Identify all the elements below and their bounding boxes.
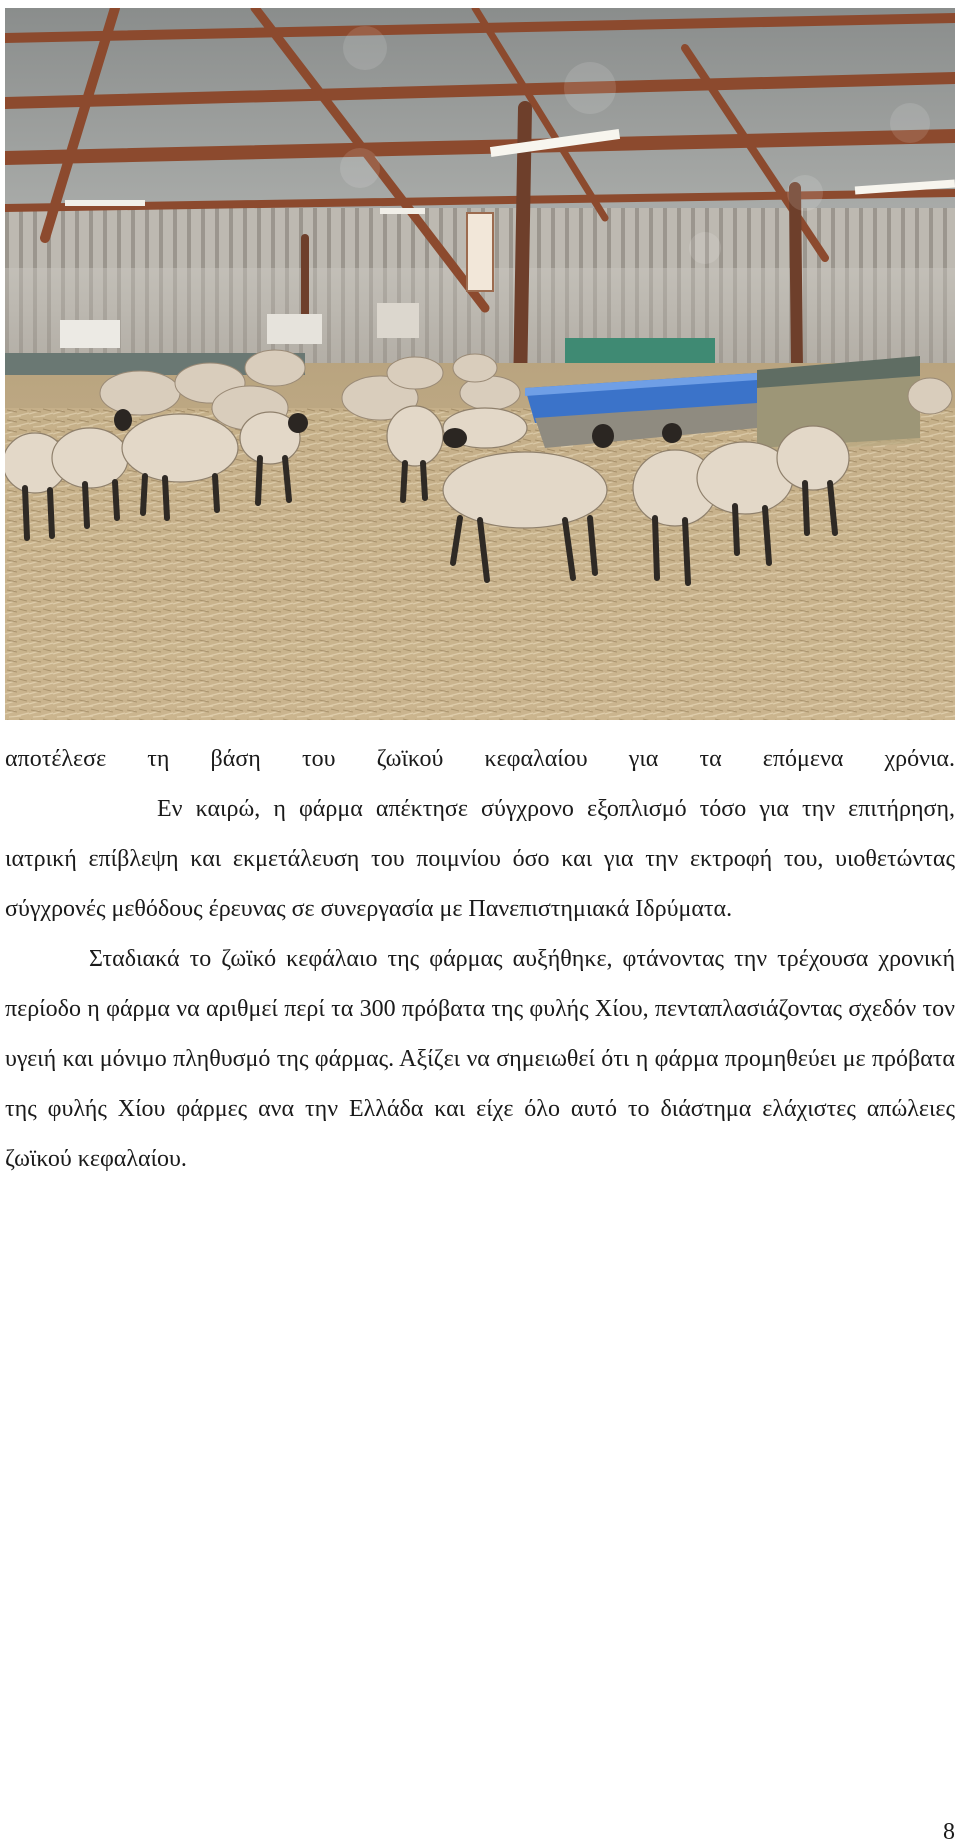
paragraph-equipment: Εν καιρώ, η φάρμα απέκτησε σύγχρονο εξοπλισμό τόσο για την επιτήρηση, ιατρική επίβλεψη και εκμετάλευση του ποιμνίου όσο και για την εκτροφή του, υιοθετώντας σύγχρονές μεθόδους έρευνας σε συνεργασία με Πανεπιστημιακά Ιδρύματα. (5, 796, 955, 922)
paragraph-growth: Σταδιακά το ζωϊκό κεφάλαιο της φάρμας αυξήθηκε, φτάνοντας την τρέχουσα χρονική περίοδο η φάρμα να αριθμεί περί τα 300 πρόβατα της φυλής Χίου, πενταπλασιάζοντας σχεδόν τον υγειή και μόνιμο πληθυσμό της φάρμας. Αξίζει να σημειωθεί ότι η φάρμα προμηθεύει με πρόβατα της φυλής Χίου φάρμες ανα την Ελλάδα και είχε όλο αυτό το διάστημα ελάχιστες απώλειες ζωϊκού κεφαλαίου. (5, 946, 955, 1172)
page-number: 8 (943, 1819, 955, 1845)
paragraph-continuation: αποτέλεσε τη βάση του ζωϊκού κεφαλαίου για τα επόμενα χρόνια. (5, 746, 955, 772)
body-text (5, 734, 955, 1184)
sheep-barn-photo (5, 8, 955, 720)
